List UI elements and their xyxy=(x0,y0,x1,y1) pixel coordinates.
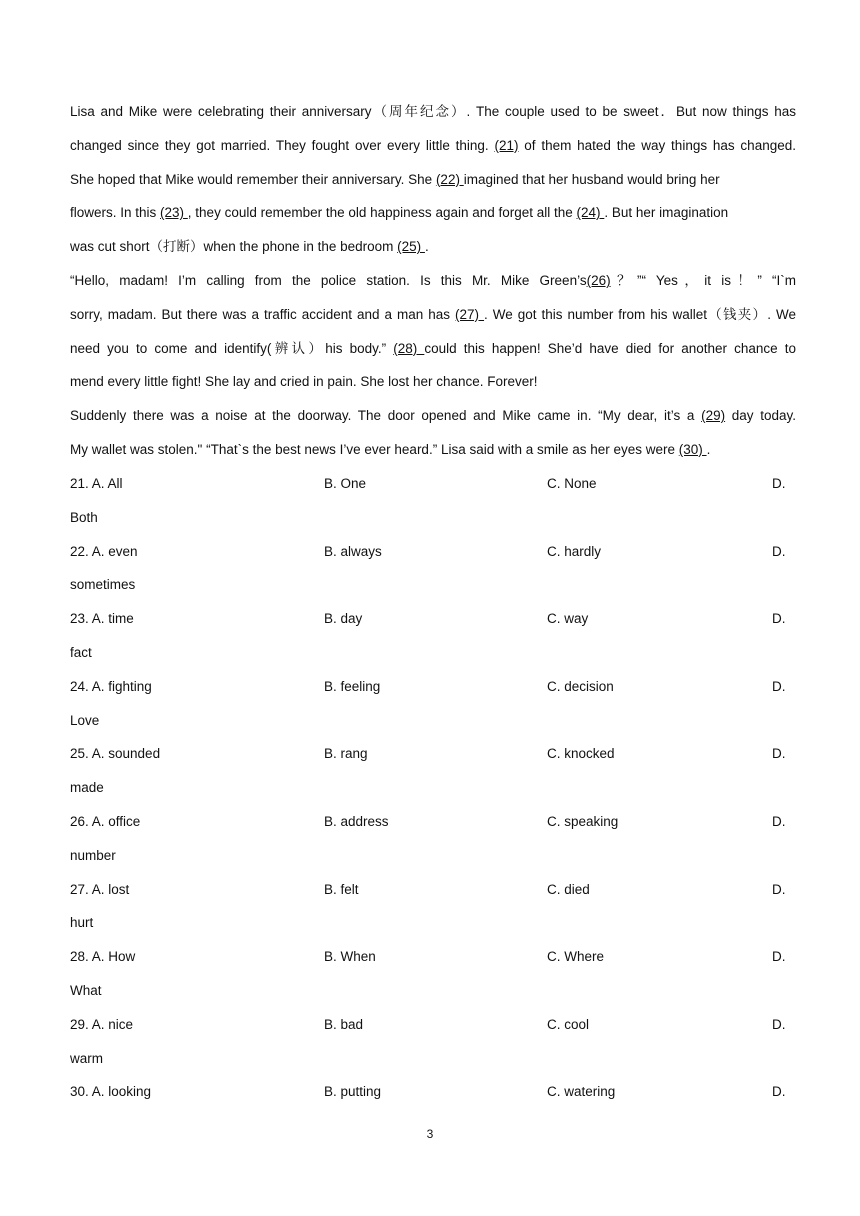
passage-line: was cut short（打断）when the phone in the bedroom (25) . xyxy=(70,239,429,255)
option-d-text: sometimes xyxy=(70,577,136,593)
option-b: B. putting xyxy=(324,1084,382,1100)
option-a: 24. A. fighting xyxy=(70,678,152,694)
option-d-label: D. xyxy=(772,813,786,829)
option-d-label: D. xyxy=(772,881,786,897)
option-b: B. felt xyxy=(324,881,359,897)
question-23 xyxy=(70,605,796,673)
passage-line: My wallet was stolen." “That`s the best news I’ve ever heard.” Lisa said with a smile as her eyes were (30) . xyxy=(70,441,711,457)
option-d-label: D. xyxy=(772,476,786,491)
passage-line: “Hello, madam! I’m calling from the police station. Is this Mr. Mike Green’s(26)？”“ Yes，it is！” “I`m xyxy=(70,272,796,288)
option-c: C. speaking xyxy=(547,813,619,829)
option-c: C. hardly xyxy=(547,543,602,559)
option-d-label: D. xyxy=(772,611,786,627)
blank-29: (29) xyxy=(701,408,726,424)
option-a: 27. A. lost xyxy=(70,881,130,897)
option-d-text: warm xyxy=(70,1050,103,1066)
option-b: B. address xyxy=(324,813,389,829)
option-a: 23. A. time xyxy=(70,611,134,627)
option-d-label: D. xyxy=(772,949,786,965)
blank-25: (25) xyxy=(397,239,425,255)
passage-line: sorry, madam. But there was a traffic accident and a man has (27) . We got this number from his wallet（钱夹）. We xyxy=(70,306,796,322)
blank-30: (30) xyxy=(678,441,707,457)
option-b: B. day xyxy=(324,611,363,627)
question-25 xyxy=(70,740,796,808)
option-b: B. One xyxy=(324,476,367,491)
option-a: 30. A. looking xyxy=(70,1084,152,1100)
blank-21: (21) xyxy=(494,137,519,153)
option-a: 22. A. even xyxy=(70,543,138,559)
passage-line: She hoped that Mike would remember their anniversary. She (22) imagined that her husband would bring her xyxy=(70,171,720,187)
blank-23: (23) xyxy=(160,205,188,221)
passage-line: changed since they got married. They fought over every little thing. (21) of them hated the way things has changed. xyxy=(70,137,796,153)
option-a: 26. A. office xyxy=(70,813,141,829)
option-d-label: D. xyxy=(772,678,786,694)
option-c: C. decision xyxy=(547,678,614,694)
option-b: B. rang xyxy=(324,746,368,762)
option-a: 25. A. sounded xyxy=(70,746,161,762)
option-b: B. always xyxy=(324,543,382,559)
question-24 xyxy=(70,673,796,741)
question-26 xyxy=(70,808,796,876)
option-d-label: D. xyxy=(772,746,786,762)
option-c: C. None xyxy=(547,476,597,491)
cloze-passage xyxy=(70,98,796,470)
blank-26: (26) xyxy=(586,272,611,288)
option-b: B. When xyxy=(324,949,376,965)
passage-line: mend every little fight! She lay and cried in pain. She lost her chance. Forever! xyxy=(70,374,538,390)
option-d-label: D. xyxy=(772,1084,786,1100)
option-d-text: hurt xyxy=(70,915,94,931)
option-a: 28. A. How xyxy=(70,949,136,965)
option-a: 29. A. nice xyxy=(70,1016,134,1032)
question-29 xyxy=(70,1011,796,1079)
question-28 xyxy=(70,943,796,1011)
blank-24: (24) xyxy=(576,205,605,221)
option-b: B. feeling xyxy=(324,678,381,694)
option-b: B. bad xyxy=(324,1016,364,1032)
option-d-text: Love xyxy=(70,712,100,728)
option-d-text: made xyxy=(70,780,104,796)
option-c: C. way xyxy=(547,611,589,627)
passage-line: Suddenly there was a noise at the doorway. The door opened and Mike came in. “My dear, it’s a (29) day today. xyxy=(70,408,796,424)
option-c: C. watering xyxy=(547,1084,616,1100)
option-c: C. Where xyxy=(547,949,605,965)
page-number: 3 xyxy=(426,1127,434,1141)
option-d-text: fact xyxy=(70,644,92,660)
option-d-label: D. xyxy=(772,1016,786,1032)
question-22 xyxy=(70,538,796,606)
question-27 xyxy=(70,876,796,944)
answer-options xyxy=(70,470,796,1146)
option-a: 21. A. All xyxy=(70,476,123,491)
passage-line: need you to come and identify(辨认）his body.” (28) could this happen! She’d have died for another chance to xyxy=(70,340,796,356)
option-d-text: Both xyxy=(70,509,98,525)
option-c: C. died xyxy=(547,881,590,897)
blank-27: (27) xyxy=(455,306,485,322)
passage-line: flowers. In this (23) , they could remember the old happiness again and forget all the (24) . But her imagination xyxy=(70,205,729,221)
blank-28: (28) xyxy=(393,340,425,356)
option-d-label: D. xyxy=(772,543,786,559)
option-c: C. knocked xyxy=(547,746,615,762)
option-d-text: number xyxy=(70,847,116,863)
option-d-text: What xyxy=(70,982,102,998)
passage-line: Lisa and Mike were celebrating their anniversary（周年纪念）. The couple used to be sweet．But now things has xyxy=(70,104,796,119)
blank-22: (22) xyxy=(435,171,464,187)
option-c: C. cool xyxy=(547,1016,590,1032)
question-21 xyxy=(70,470,796,538)
